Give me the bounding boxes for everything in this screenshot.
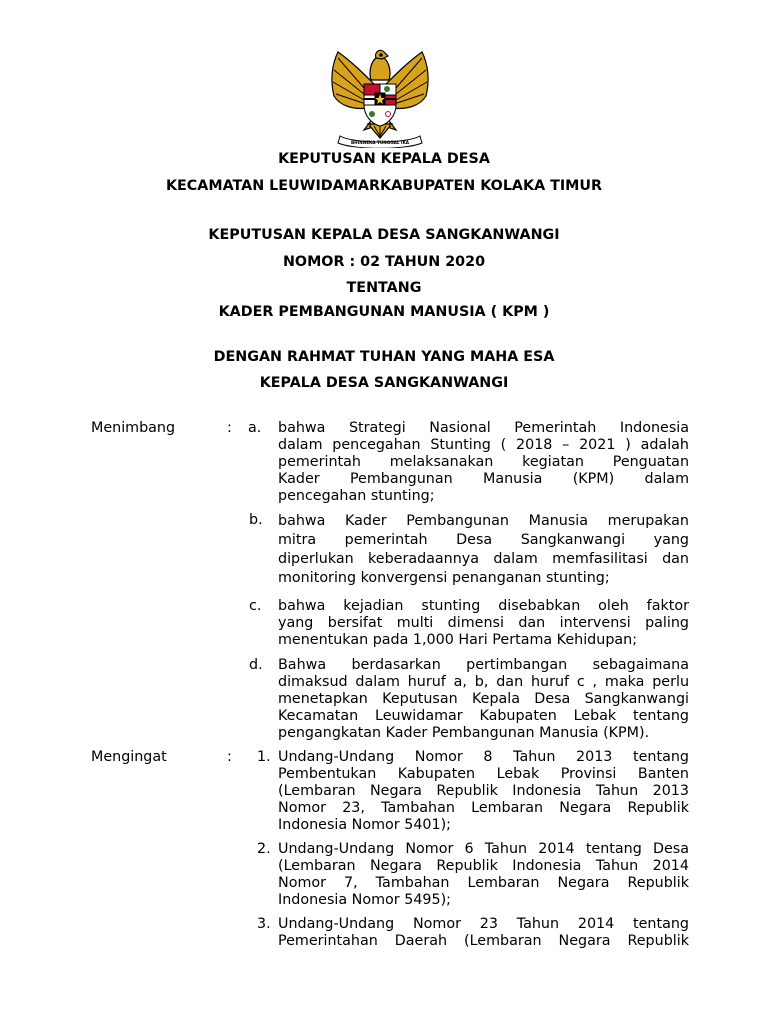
text-line: Undang-Undang Nomor 23 Tahun 2014 tentang: [278, 916, 689, 932]
text-line: Kecamatan Leuwidamar Kabupaten Lebak tentang: [278, 708, 689, 724]
title-district: KECAMATAN LEUWIDAMARKABUPATEN KOLAKA TIMUR: [165, 178, 603, 194]
text-line: (Lembaran Negara Republik Indonesia Tahun 2014: [278, 858, 689, 874]
text-line: pencegahan stunting;: [278, 488, 435, 504]
village-head-title: KEPALA DESA SANGKANWANGI: [259, 375, 509, 391]
text-line: diperlukan keberadaannya dalam memfasilitasi dan: [278, 551, 689, 567]
text-line: Nomor 7, Tambahan Lembaran Negara Republik: [278, 875, 689, 891]
text-line: mitra pemerintah Desa Sangkanwangi yang: [278, 532, 689, 548]
text-line: Indonesia Nomor 5495);: [278, 892, 452, 908]
text-line: Pemerintahan Daerah (Lembaran Negara Republik: [278, 933, 689, 949]
text-line: menentukan pada 1,000 Hari Pertama Kehidupan;: [278, 632, 638, 648]
text-line: bahwa Strategi Nasional Pemerintah Indonesia: [278, 420, 689, 436]
mengingat-colon: :: [227, 749, 232, 765]
text-line: Nomor 23, Tambahan Lembaran Negara Republik: [278, 800, 689, 816]
text-line: pengangkatan Kader Pembangunan Manusia (KPM).: [278, 725, 650, 741]
text-line: bahwa kejadian stunting disebabkan oleh faktor: [278, 598, 689, 614]
reference-marker: 3.: [257, 916, 271, 932]
text-line: bahwa Kader Pembangunan Manusia merupakan: [278, 513, 689, 529]
text-line: (Lembaran Negara Republik Indonesia Tahun 2013: [278, 783, 689, 799]
heading-about: TENTANG: [346, 280, 422, 296]
svg-text:BHINNEKA TUNGGAL IKA: BHINNEKA TUNGGAL IKA: [350, 140, 410, 145]
text-line: yang bersifat multi dimensi dan intervensi paling: [278, 615, 689, 631]
text-line: Pembentukan Kabupaten Lebak Provinsi Banten: [278, 766, 689, 782]
reference-text: [278, 916, 689, 950]
menimbang-label: Menimbang: [91, 420, 176, 436]
text-line: Indonesia Nomor 5401);: [278, 817, 452, 833]
text-line: pemerintah melaksanakan kegiatan Penguatan: [278, 454, 689, 470]
consideration-marker: d.: [249, 657, 263, 673]
reference-text: [278, 749, 689, 834]
consideration-text: [278, 598, 689, 649]
text-line: menetapkan Keputusan Kepala Desa Sangkanwangi: [278, 691, 689, 707]
title-decision: KEPUTUSAN KEPALA DESA: [278, 151, 490, 167]
consideration-text: [278, 512, 689, 588]
reference-text: [278, 841, 689, 909]
consideration-marker: b.: [249, 512, 263, 528]
text-line: dalam pencegahan Stunting ( 2018 – 2021 ) adalah: [278, 437, 689, 453]
garuda-pancasila-emblem: [324, 44, 436, 148]
invocation: DENGAN RAHMAT TUHAN YANG MAHA ESA: [213, 349, 555, 365]
title-village-decision: KEPUTUSAN KEPALA DESA SANGKANWANGI: [208, 227, 560, 243]
consideration-text: [278, 420, 689, 505]
text-line: dimaksud dalam huruf a, b, dan huruf c , maka perlu: [278, 674, 689, 690]
text-line: monitoring konvergensi penanganan stunting;: [278, 570, 610, 586]
text-line: Undang-Undang Nomor 8 Tahun 2013 tentang: [278, 749, 689, 765]
menimbang-colon: :: [227, 420, 232, 436]
text-line: Undang-Undang Nomor 6 Tahun 2014 tentang Desa: [278, 841, 689, 857]
consideration-text: [278, 657, 689, 742]
decision-number: NOMOR : 02 TAHUN 2020: [282, 254, 486, 270]
text-line: Bahwa berdasarkan pertimbangan sebagaimana: [278, 657, 689, 673]
text-line: Kader Pembangunan Manusia (KPM) dalam: [278, 471, 689, 487]
mengingat-label: Mengingat: [91, 749, 167, 765]
consideration-marker: c.: [249, 598, 262, 614]
reference-marker: 2.: [257, 841, 271, 857]
consideration-marker: a.: [248, 420, 262, 436]
reference-marker: 1.: [257, 749, 271, 765]
decision-subject: KADER PEMBANGUNAN MANUSIA ( KPM ): [218, 304, 550, 320]
